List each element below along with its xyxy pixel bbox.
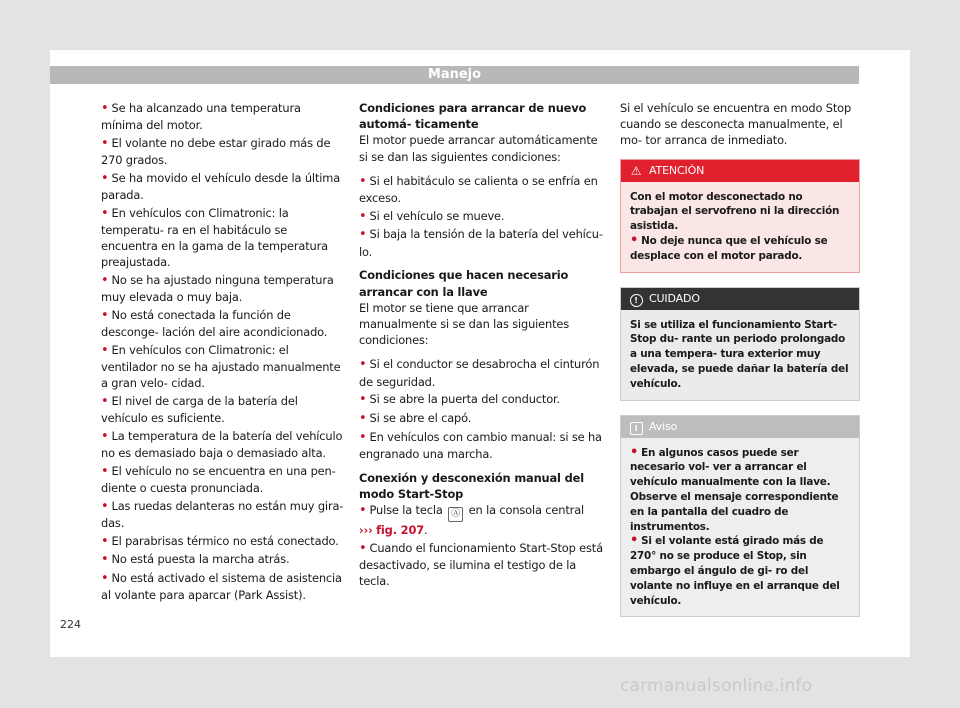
- link-arrow: ›››: [359, 522, 373, 537]
- bullet-icon: •: [101, 393, 109, 409]
- bullet-icon: •: [359, 502, 367, 518]
- note-title: Aviso: [649, 419, 678, 433]
- bullet-icon: •: [630, 233, 639, 248]
- bullet-icon: •: [101, 428, 109, 444]
- bullet-icon: •: [101, 170, 109, 186]
- bullet-icon: •: [630, 533, 639, 549]
- caution-body: Si se utiliza el funcionamiento Start-Stop du- rante un periodo prolongado a una tempera- tura exterior muy elevada, se puede dañar la batería del vehículo.: [621, 310, 859, 400]
- note-box: [620, 415, 860, 618]
- bullet-icon: •: [359, 208, 367, 224]
- list-item: • En vehículos con cambio manual: si se ha engranado una marcha.: [359, 429, 602, 461]
- list-item: • Cuando el funcionamiento Start-Stop está desactivado, se ilumina el testigo de la tecla.: [359, 540, 603, 589]
- warning-triangle-icon: ⚠: [630, 163, 642, 178]
- list-item: • Si el habitáculo se calienta o se enfría en exceso.: [359, 173, 598, 206]
- bullet-icon: •: [101, 135, 109, 151]
- subheading: Conexión y desconexión manual del modo Start-Stop: [359, 470, 584, 501]
- list-item: • Si se abre el capó.: [359, 410, 472, 426]
- list-item: • Se ha alcanzado una temperatura mínima del motor.: [101, 101, 301, 133]
- warning-title: ATENCIÓN: [649, 163, 705, 177]
- section-header: Manejo: [50, 66, 859, 84]
- bullet-icon: •: [359, 410, 367, 426]
- bullet-icon: •: [101, 498, 109, 514]
- list-item: • El volante no debe estar girado más de 270 grados.: [101, 135, 331, 168]
- paragraph: El motor puede arrancar automáticamente si se dan las siguientes condiciones:: [359, 133, 598, 164]
- list-item: • No se ha ajustado ninguna temperatura muy elevada o muy baja.: [101, 273, 334, 305]
- paragraph: El motor se tiene que arrancar manualmente si se dan las siguientes condiciones:: [359, 300, 570, 348]
- warning-body: Con el motor desconectado no trabajan el servofreno ni la dirección asistida. • No deje nunca que el vehículo se desplace con el motor parado.: [621, 182, 859, 272]
- list-item: • No está conectada la función de desconge- lación del aire acondicionado.: [101, 307, 328, 340]
- info-circle-icon: !: [629, 292, 643, 306]
- list-item: • Se ha movido el vehículo desde la última parada.: [101, 170, 341, 203]
- caution-box: [620, 287, 860, 401]
- bullet-icon: •: [101, 463, 109, 479]
- bullet-icon: •: [359, 357, 367, 373]
- column-2: [359, 100, 603, 591]
- bullet-icon: •: [359, 392, 367, 408]
- bullet-icon: •: [101, 205, 109, 221]
- bullet-icon: •: [101, 552, 109, 568]
- bullet-icon: •: [359, 227, 367, 243]
- list-item: • Las ruedas delanteras no están muy gira- das.: [101, 498, 344, 530]
- bullet-icon: •: [630, 444, 639, 460]
- bullet-icon: •: [101, 533, 109, 549]
- caution-title: CUIDADO: [649, 291, 700, 305]
- caution-header: [621, 288, 859, 310]
- list-item: • En vehículos con Climatronic: el ventilador no se ha ajustado manualmente a gran velo- cidad.: [101, 342, 341, 391]
- list-item: • Si el volante está girado más de 270° no se produce el Stop, sin embargo el ángulo de gi- ro del volante no influye en el arranque del vehículo.: [630, 533, 840, 607]
- list-item: • Pulse la tecla Ⓐ en la consola central ››› fig. 207.: [359, 502, 585, 537]
- list-item: • No está activado el sistema de asistencia al volante para aparcar (Park Assist).: [101, 570, 342, 603]
- bullet-icon: •: [101, 307, 109, 323]
- figure-link[interactable]: fig. 207: [376, 522, 425, 537]
- note-header: [621, 416, 859, 438]
- warning-header: [621, 160, 859, 182]
- bullet-icon: •: [101, 342, 109, 358]
- warning-box: [620, 159, 860, 273]
- note-body: [621, 438, 859, 617]
- list-item: • El vehículo no se encuentra en una pen- diente o cuesta pronunciada.: [101, 463, 336, 495]
- list-item: • En vehículos con Climatronic: la temperatu- ra en el habitáculo se encuentra en la gama de la temperatura preajustada.: [101, 205, 328, 270]
- bullet-icon: •: [359, 429, 367, 445]
- list-item: • El nivel de carga de la batería del vehículo es suficiente.: [101, 393, 298, 426]
- column-3: [620, 100, 860, 617]
- paragraph: Si el vehículo se encuentra en modo Stop cuando se desconecta manualmente, el mo- tor arranca de inmediato.: [620, 101, 852, 148]
- bullet-icon: •: [101, 570, 109, 586]
- watermark: carmanualsonline.info: [620, 676, 813, 696]
- info-icon: i: [629, 420, 643, 434]
- list-item: • Si baja la tensión de la batería del vehícu- lo.: [359, 227, 603, 259]
- list-item: • Si el conductor se desabrocha el cinturón de seguridad.: [359, 357, 600, 389]
- bullet-icon: •: [359, 173, 367, 189]
- list-item: • Si el vehículo se mueve.: [359, 208, 505, 224]
- list-item: • El parabrisas térmico no está conectado.: [101, 533, 339, 549]
- page-number: 224: [60, 618, 81, 631]
- bullet-icon: •: [101, 273, 109, 289]
- bullet-icon: •: [101, 101, 109, 116]
- list-item: • No está puesta la marcha atrás.: [101, 552, 290, 568]
- list-item: • La temperatura de la batería del vehículo no es demasiado baja o demasiado alta.: [101, 428, 343, 461]
- subheading: Condiciones que hacen necesario arrancar con la llave: [359, 268, 569, 299]
- list-item: • Si se abre la puerta del conductor.: [359, 392, 560, 408]
- column-1: [101, 100, 345, 605]
- bullet-icon: •: [359, 540, 367, 556]
- list-item: • En algunos casos puede ser necesario vol- ver a arrancar el vehículo manualmente con la llave. Observe el mensaje correspondiente en la pantalla del cuadro de instrumentos.: [630, 444, 839, 533]
- subheading: Condiciones para arrancar de nuevo automá- ticamente: [359, 101, 587, 132]
- start-stop-key-icon: Ⓐ: [448, 507, 463, 522]
